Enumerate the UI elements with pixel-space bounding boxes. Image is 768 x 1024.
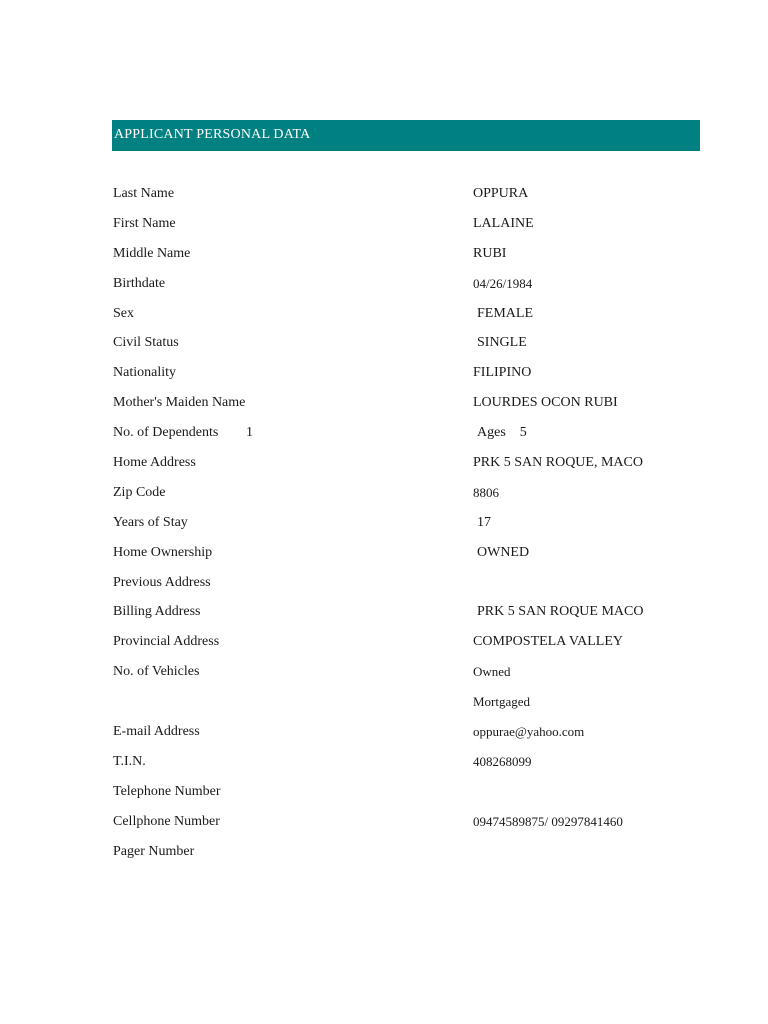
field-value: PRK 5 SAN ROQUE MACO [477, 604, 644, 620]
field-value: SINGLE [477, 335, 527, 351]
field-label: Mother's Maiden Name [113, 395, 246, 411]
row-dependents [0, 419, 768, 449]
field-value: LOURDES OCON RUBI [473, 395, 618, 411]
field-label: Zip Code [113, 484, 166, 500]
row-provincial-address [0, 628, 768, 658]
field-label: Birthdate [113, 275, 166, 291]
ages-label: Ages [477, 425, 506, 441]
field-value: FILIPINO [473, 365, 532, 381]
field-value: oppurae@yahoo.com [473, 724, 585, 740]
personal-data-list [0, 180, 768, 867]
field-value: FEMALE [477, 305, 533, 321]
field-label: No. of Dependents [113, 425, 219, 441]
field-label: Middle Name [113, 245, 191, 261]
field-value: 09474589875/ 09297841460 [473, 813, 623, 829]
field-value: RUBI [473, 245, 507, 261]
field-label: Cellphone Number [113, 813, 220, 829]
row-tin [0, 748, 768, 778]
ages-value: 5 [519, 425, 527, 441]
row-email [0, 718, 768, 748]
field-value: LALAINE [473, 215, 534, 231]
field-value: 17 [477, 514, 491, 530]
row-zip-code [0, 479, 768, 509]
row-pager [0, 838, 768, 868]
row-last-name [0, 180, 768, 210]
row-telephone [0, 778, 768, 808]
row-vehicles [0, 658, 768, 688]
row-first-name [0, 210, 768, 240]
field-value: 04/26/1984 [473, 275, 533, 291]
row-mothers-maiden-name [0, 389, 768, 419]
field-label: Home Ownership [113, 544, 213, 560]
field-label: E-mail Address [113, 724, 200, 740]
field-label: Provincial Address [113, 634, 220, 650]
row-vehicles-mortgaged [0, 688, 768, 718]
field-value: 8806 [473, 484, 499, 500]
dependents-count: 1 [246, 425, 253, 441]
row-civil-status [0, 329, 768, 359]
field-label: Last Name [113, 186, 175, 201]
section-header-bar [112, 120, 700, 151]
section-title: APPLICANT PERSONAL DATA [114, 127, 311, 142]
row-sex [0, 300, 768, 330]
row-birthdate [0, 270, 768, 300]
field-label: Sex [113, 305, 134, 321]
field-label: Pager Number [113, 843, 195, 859]
field-label: First Name [113, 215, 176, 231]
field-label: Billing Address [113, 604, 201, 620]
row-cellphone [0, 808, 768, 838]
field-value: COMPOSTELA VALLEY [473, 634, 624, 650]
row-home-ownership [0, 539, 768, 569]
row-middle-name [0, 240, 768, 270]
field-label: Civil Status [113, 335, 179, 351]
row-nationality [0, 359, 768, 389]
field-label: Telephone Number [113, 783, 221, 799]
field-label: Nationality [113, 365, 176, 381]
ages-field [477, 425, 527, 441]
vehicles-mortgaged: Mortgaged [473, 694, 531, 710]
field-value: OPPURA [473, 186, 529, 201]
field-label: No. of Vehicles [113, 664, 200, 680]
vehicles-owned: Owned [473, 664, 511, 680]
field-value: PRK 5 SAN ROQUE, MACO [473, 455, 643, 471]
row-years-of-stay [0, 509, 768, 539]
field-label: Years of Stay [113, 514, 188, 530]
field-label: T.I.N. [113, 753, 146, 769]
row-home-address [0, 449, 768, 479]
field-label: Home Address [113, 455, 196, 471]
row-billing-address [0, 598, 768, 628]
row-previous-address [0, 569, 768, 599]
field-value: OWNED [477, 544, 530, 560]
field-label: Previous Address [113, 574, 211, 590]
field-value: 408268099 [473, 753, 532, 769]
